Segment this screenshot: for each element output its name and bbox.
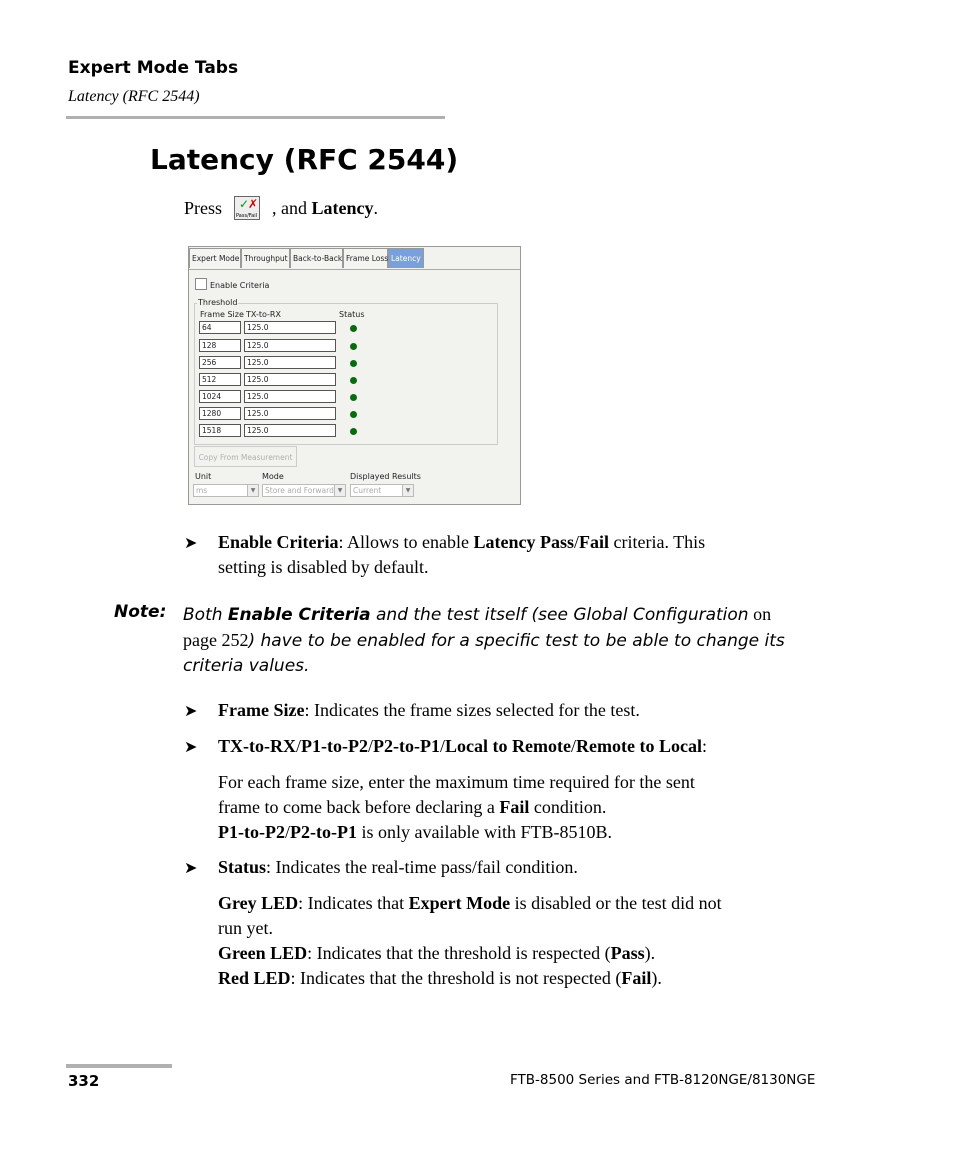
chevron-down-icon: ▼ xyxy=(334,485,345,496)
bullet-arrow-icon: ➤ xyxy=(184,701,198,720)
frame-size-field[interactable]: 512 xyxy=(199,373,241,386)
frame-size-field[interactable]: 1280 xyxy=(199,407,241,420)
copy-from-measurement-button[interactable]: Copy From Measurement xyxy=(194,446,297,467)
status-description: Status: Indicates the real-time pass/fail condition. xyxy=(218,857,578,877)
enable-criteria-description: Enable Criteria: Allows to enable Latency Pass/Fail criteria. This setting is disabled by default. xyxy=(218,532,706,577)
tx-to-rx-description: For each frame size, enter the maximum time required for the sent frame to come back before declaring a Fail condition. P1-to-P2/P2-to-P1 is only available with FTB-8510B. xyxy=(218,772,695,842)
frame-size-field[interactable]: 1518 xyxy=(199,424,241,437)
status-led xyxy=(350,428,357,435)
press-text: Press xyxy=(184,198,223,218)
frame-size-field[interactable]: 128 xyxy=(199,339,241,352)
unit-label: Unit xyxy=(195,472,212,481)
expert-mode-tabs xyxy=(189,247,520,270)
tx-to-rx-field[interactable]: 125.0 xyxy=(244,407,336,420)
enable-criteria-label: Enable Criteria xyxy=(210,281,270,290)
enable-criteria-row[interactable] xyxy=(195,278,269,290)
tx-to-rx-term: TX-to-RX/P1-to-P2/P2-to-P1/Local to Remote/Remote to Local: xyxy=(218,736,707,756)
tab-frame-loss[interactable]: Frame Loss xyxy=(343,248,388,268)
mode-label: Mode xyxy=(262,472,284,481)
chevron-down-icon: ▼ xyxy=(402,485,413,496)
tab-expert-mode[interactable]: Expert Mode xyxy=(189,248,241,268)
displayed-results-select[interactable]: Current ▼ xyxy=(350,484,414,497)
led-descriptions: Grey LED: Indicates that Expert Mode is disabled or the test did not run yet. Green LED: Indicates that the threshold is respected (Pass). Red LED: Indicates that the threshold is not respected (Fail). xyxy=(218,893,722,988)
page-reference-link[interactable]: page 252 xyxy=(183,630,249,650)
header-rule xyxy=(66,116,445,119)
tab-latency[interactable]: Latency xyxy=(388,248,424,268)
product-name: FTB-8500 Series and FTB-8120NGE/8130NGE xyxy=(510,1072,816,1088)
enable-criteria-checkbox[interactable] xyxy=(195,278,207,290)
latency-tab-screenshot xyxy=(188,246,521,505)
press-instruction: Press ✓ ✗ Pass/Fail , and Latency. xyxy=(184,197,379,219)
note-label: Note: xyxy=(114,602,167,622)
status-header: Status xyxy=(339,310,365,319)
frame-size-field[interactable]: 64 xyxy=(199,321,241,334)
status-led xyxy=(350,360,357,367)
page-title: Latency (RFC 2544) xyxy=(150,143,459,176)
displayed-results-label: Displayed Results xyxy=(350,472,421,481)
unit-select[interactable]: ms ▼ xyxy=(193,484,259,497)
pass-fail-button-icon: ✓ ✗ Pass/Fail xyxy=(236,197,259,219)
tx-to-rx-field[interactable]: 125.0 xyxy=(244,356,336,369)
frame-size-field[interactable]: 256 xyxy=(199,356,241,369)
frame-size-header: Frame Size xyxy=(200,310,244,319)
mode-select[interactable]: Store and Forward ▼ xyxy=(262,484,346,497)
chevron-down-icon: ▼ xyxy=(247,485,258,496)
status-led xyxy=(350,343,357,350)
bullet-arrow-icon: ➤ xyxy=(184,533,198,552)
tx-to-rx-field[interactable]: 125.0 xyxy=(244,321,336,334)
frame-size-field[interactable]: 1024 xyxy=(199,390,241,403)
section-header-title: Expert Mode Tabs xyxy=(68,58,239,78)
tab-back-to-back[interactable]: Back-to-Back xyxy=(290,248,343,268)
tx-to-rx-field[interactable]: 125.0 xyxy=(244,339,336,352)
status-led xyxy=(350,411,357,418)
status-led xyxy=(350,325,357,332)
tx-to-rx-field[interactable]: 125.0 xyxy=(244,373,336,386)
status-led xyxy=(350,377,357,384)
tx-to-rx-field[interactable]: 125.0 xyxy=(244,424,336,437)
frame-size-description: Frame Size: Indicates the frame sizes selected for the test. xyxy=(218,700,640,720)
latency-term: Latency xyxy=(311,198,374,218)
footer-rule xyxy=(66,1064,172,1068)
bullet-arrow-icon: ➤ xyxy=(184,737,198,756)
status-led xyxy=(350,394,357,401)
page-number: 332 xyxy=(68,1072,100,1090)
tx-to-rx-header: TX-to-RX xyxy=(246,310,281,319)
bullet-arrow-icon: ➤ xyxy=(184,858,198,877)
note-text: Both Enable Criteria and the test itself (see Global Configuration on page 252) have to be enabled for a specific test to be able to change its criteria values. xyxy=(183,604,785,676)
threshold-legend: Threshold xyxy=(198,298,238,307)
tx-to-rx-field[interactable]: 125.0 xyxy=(244,390,336,403)
tab-throughput[interactable]: Throughput xyxy=(241,248,290,268)
section-header-subtitle: Latency (RFC 2544) xyxy=(68,88,200,105)
